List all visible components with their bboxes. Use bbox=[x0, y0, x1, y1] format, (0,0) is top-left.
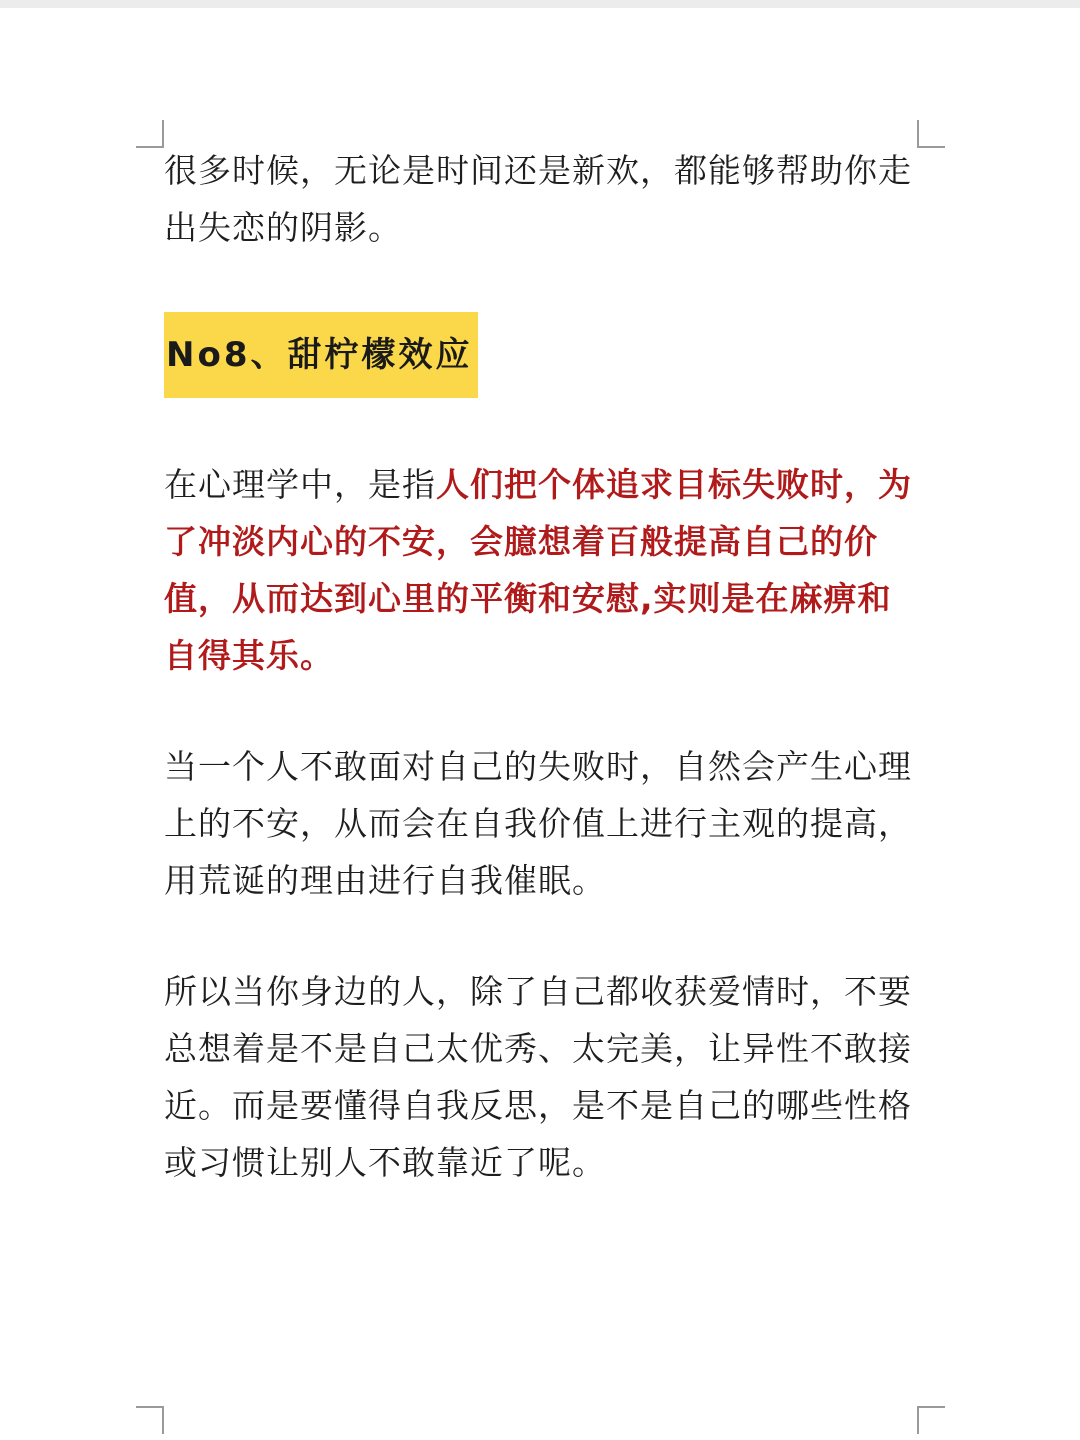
margin-corner-top-left bbox=[136, 120, 164, 148]
section-heading-wrap bbox=[164, 312, 924, 398]
top-strip bbox=[0, 0, 1080, 8]
margin-corner-bottom-left bbox=[136, 1406, 164, 1434]
definition-emphasis: 人们把个体追求目标失败时，为了冲淡内心的不安，会臆想着百般提高自己的价值，从而达到心里的平衡和安慰,实则是在麻痹和自得其乐。 bbox=[164, 465, 912, 675]
paragraph-intro: 很多时候，无论是时间还是新欢，都能够帮助你走出失恋的阴影。 bbox=[164, 151, 912, 247]
paragraph-advice: 所以当你身边的人，除了自己都收获爱情时，不要总想着是不是自己太优秀、太完美，让异性不敢接近。而是要懂得自我反思，是不是自己的哪些性格或习惯让别人不敢靠近了呢。 bbox=[164, 972, 912, 1182]
paragraph-definition bbox=[164, 456, 924, 684]
paragraph-explanation: 当一个人不敢面对自己的失败时，自然会产生心理上的不安，从而会在自我价值上进行主观的提高，用荒诞的理由进行自我催眠。 bbox=[164, 747, 912, 900]
section-heading: No8、甜柠檬效应 bbox=[164, 312, 478, 398]
margin-corner-bottom-right bbox=[917, 1406, 945, 1434]
document-body bbox=[164, 140, 924, 1191]
definition-lead: 在心理学中，是指 bbox=[164, 465, 436, 504]
